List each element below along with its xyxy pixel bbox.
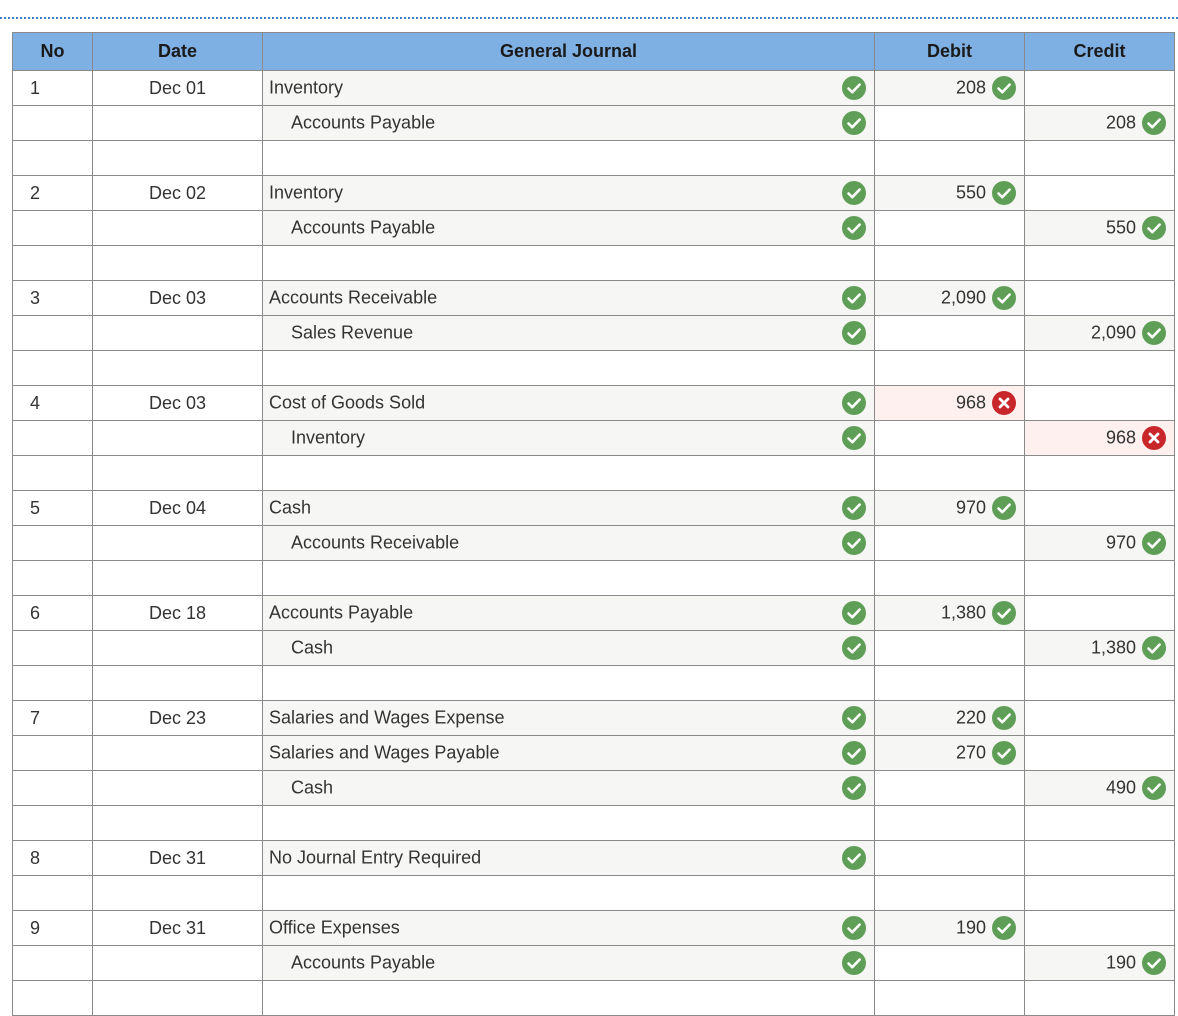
debit-field[interactable] — [875, 981, 1025, 1016]
table-row — [13, 806, 1175, 841]
entry-date — [93, 141, 263, 176]
entry-date — [93, 561, 263, 596]
entry-date — [93, 981, 263, 1016]
account-field[interactable] — [263, 71, 875, 106]
entry-date-text: Dec 31 — [148, 847, 207, 868]
credit-field[interactable] — [1025, 736, 1175, 771]
entry-date-text: Dec 03 — [148, 392, 207, 413]
credit-field[interactable] — [1025, 106, 1175, 141]
general-journal-table — [12, 32, 1175, 1016]
correct-check-icon — [992, 496, 1016, 520]
entry-date — [93, 456, 263, 491]
header-date: Date — [93, 33, 263, 71]
account-field[interactable] — [263, 421, 875, 456]
entry-number — [13, 736, 93, 771]
correct-check-icon — [992, 181, 1016, 205]
entry-date — [93, 281, 263, 316]
table-row — [13, 421, 1175, 456]
correct-check-icon — [1142, 531, 1166, 555]
account-field[interactable] — [263, 316, 875, 351]
credit-amount: 190 — [1105, 952, 1136, 973]
entry-date — [93, 71, 263, 106]
entry-date — [93, 351, 263, 386]
table-row — [13, 841, 1175, 876]
credit-field[interactable] — [1025, 351, 1175, 386]
entry-number — [13, 421, 93, 456]
credit-field[interactable] — [1025, 841, 1175, 876]
correct-check-icon — [842, 321, 866, 345]
debit-field[interactable] — [875, 771, 1025, 806]
account-name: Office Expenses — [269, 917, 400, 938]
entry-number-text: 8 — [30, 847, 41, 868]
debit-field[interactable] — [875, 316, 1025, 351]
entry-date — [93, 316, 263, 351]
entry-date — [93, 106, 263, 141]
correct-check-icon — [842, 496, 866, 520]
debit-amount: 970 — [955, 497, 986, 518]
credit-field[interactable] — [1025, 666, 1175, 701]
entry-number — [13, 841, 93, 876]
account-name: Inventory — [269, 77, 344, 98]
entry-number — [13, 176, 93, 211]
entry-date — [93, 736, 263, 771]
account-field[interactable] — [263, 841, 875, 876]
correct-check-icon — [992, 706, 1016, 730]
header-credit: Credit — [1025, 33, 1175, 71]
account-name: Sales Revenue — [291, 322, 414, 343]
credit-field[interactable] — [1025, 281, 1175, 316]
header-no: No — [13, 33, 93, 71]
entry-number-text: 3 — [30, 287, 41, 308]
debit-field[interactable] — [875, 561, 1025, 596]
entry-date-text: Dec 02 — [148, 182, 207, 203]
table-row — [13, 176, 1175, 211]
correct-check-icon — [842, 426, 866, 450]
account-name: Cash — [291, 637, 334, 658]
entry-number — [13, 911, 93, 946]
entry-number — [13, 246, 93, 281]
entry-number-text: 5 — [30, 497, 41, 518]
account-field[interactable] — [263, 666, 875, 701]
table-row — [13, 981, 1175, 1016]
entry-date — [93, 491, 263, 526]
entry-date — [93, 211, 263, 246]
incorrect-x-icon — [992, 391, 1016, 415]
entry-number — [13, 561, 93, 596]
correct-check-icon — [1142, 636, 1166, 660]
account-name: Accounts Payable — [291, 112, 436, 133]
entry-number — [13, 946, 93, 981]
account-field[interactable] — [263, 596, 875, 631]
account-field[interactable] — [263, 491, 875, 526]
correct-check-icon — [842, 951, 866, 975]
account-field[interactable] — [263, 281, 875, 316]
debit-amount: 270 — [955, 742, 986, 763]
correct-check-icon — [992, 76, 1016, 100]
debit-field[interactable] — [875, 701, 1025, 736]
entry-number-text: 9 — [30, 917, 41, 938]
account-field[interactable] — [263, 141, 875, 176]
account-name: Accounts Payable — [269, 602, 414, 623]
entry-date-text: Dec 03 — [148, 287, 207, 308]
credit-field[interactable] — [1025, 316, 1175, 351]
table-row — [13, 701, 1175, 736]
table-row — [13, 911, 1175, 946]
debit-field[interactable] — [875, 141, 1025, 176]
account-name: Cash — [269, 497, 312, 518]
table-row — [13, 246, 1175, 281]
credit-field[interactable] — [1025, 71, 1175, 106]
entry-number — [13, 106, 93, 141]
entry-date-text: Dec 18 — [148, 602, 207, 623]
correct-check-icon — [842, 601, 866, 625]
account-field[interactable] — [263, 876, 875, 911]
table-row — [13, 596, 1175, 631]
debit-field[interactable] — [875, 491, 1025, 526]
account-field[interactable] — [263, 526, 875, 561]
entry-number — [13, 701, 93, 736]
credit-field[interactable] — [1025, 386, 1175, 421]
entry-date — [93, 631, 263, 666]
credit-field[interactable] — [1025, 526, 1175, 561]
entry-number — [13, 211, 93, 246]
table-header-row — [13, 33, 1175, 71]
credit-amount: 968 — [1105, 427, 1136, 448]
correct-check-icon — [842, 741, 866, 765]
table-row — [13, 71, 1175, 106]
credit-field[interactable] — [1025, 806, 1175, 841]
table-row — [13, 771, 1175, 806]
debit-field[interactable] — [875, 211, 1025, 246]
credit-field[interactable] — [1025, 771, 1175, 806]
debit-field[interactable] — [875, 246, 1025, 281]
debit-field[interactable] — [875, 526, 1025, 561]
account-name: Inventory — [269, 182, 344, 203]
debit-amount: 190 — [955, 917, 986, 938]
table-row — [13, 141, 1175, 176]
entry-date — [93, 246, 263, 281]
header-debit: Debit — [875, 33, 1025, 71]
entry-number — [13, 981, 93, 1016]
debit-field[interactable] — [875, 421, 1025, 456]
entry-number — [13, 351, 93, 386]
credit-field[interactable] — [1025, 631, 1175, 666]
entry-date — [93, 911, 263, 946]
entry-date — [93, 841, 263, 876]
table-row — [13, 351, 1175, 386]
entry-number — [13, 386, 93, 421]
table-row — [13, 211, 1175, 246]
account-name: Accounts Receivable — [269, 287, 438, 308]
account-name: Salaries and Wages Expense — [269, 707, 505, 728]
account-field[interactable] — [263, 176, 875, 211]
credit-amount: 2,090 — [1090, 322, 1136, 343]
section-divider — [0, 17, 1178, 19]
credit-field[interactable] — [1025, 176, 1175, 211]
credit-field[interactable] — [1025, 491, 1175, 526]
table-row — [13, 561, 1175, 596]
debit-field[interactable] — [875, 71, 1025, 106]
credit-amount: 550 — [1105, 217, 1136, 238]
correct-check-icon — [1142, 321, 1166, 345]
entry-number — [13, 281, 93, 316]
table-row — [13, 106, 1175, 141]
debit-field[interactable] — [875, 351, 1025, 386]
debit-field[interactable] — [875, 281, 1025, 316]
account-name: Accounts Payable — [291, 952, 436, 973]
table-row — [13, 456, 1175, 491]
debit-field[interactable] — [875, 106, 1025, 141]
debit-field[interactable] — [875, 176, 1025, 211]
correct-check-icon — [1142, 776, 1166, 800]
entry-date — [93, 701, 263, 736]
account-name: Cost of Goods Sold — [269, 392, 426, 413]
debit-amount: 220 — [955, 707, 986, 728]
debit-field[interactable] — [875, 806, 1025, 841]
entry-date-text: Dec 23 — [148, 707, 207, 728]
account-field[interactable] — [263, 736, 875, 771]
entry-date — [93, 421, 263, 456]
credit-field[interactable] — [1025, 981, 1175, 1016]
entry-date — [93, 771, 263, 806]
credit-amount: 490 — [1105, 777, 1136, 798]
table-row — [13, 281, 1175, 316]
debit-field[interactable] — [875, 631, 1025, 666]
correct-check-icon — [842, 531, 866, 555]
credit-field[interactable] — [1025, 596, 1175, 631]
table-row — [13, 946, 1175, 981]
table-row — [13, 666, 1175, 701]
account-name: Inventory — [291, 427, 366, 448]
entry-date — [93, 876, 263, 911]
entry-date-text: Dec 01 — [148, 77, 207, 98]
account-field[interactable] — [263, 631, 875, 666]
account-field[interactable] — [263, 981, 875, 1016]
correct-check-icon — [992, 601, 1016, 625]
entry-number-text: 2 — [30, 182, 41, 203]
entry-number-text: 1 — [30, 77, 41, 98]
credit-field[interactable] — [1025, 141, 1175, 176]
credit-amount: 1,380 — [1090, 637, 1136, 658]
account-field[interactable] — [263, 701, 875, 736]
account-name: Cash — [291, 777, 334, 798]
table-row — [13, 491, 1175, 526]
entry-number-text: 4 — [30, 392, 41, 413]
credit-field[interactable] — [1025, 246, 1175, 281]
correct-check-icon — [1142, 216, 1166, 240]
debit-field[interactable] — [875, 911, 1025, 946]
journal-body — [13, 71, 1175, 1016]
entry-number-text: 6 — [30, 602, 41, 623]
correct-check-icon — [1142, 951, 1166, 975]
entry-number — [13, 771, 93, 806]
correct-check-icon — [842, 76, 866, 100]
correct-check-icon — [842, 111, 866, 135]
correct-check-icon — [842, 916, 866, 940]
account-field[interactable] — [263, 456, 875, 491]
account-field[interactable] — [263, 106, 875, 141]
correct-check-icon — [842, 846, 866, 870]
debit-field[interactable] — [875, 386, 1025, 421]
account-field[interactable] — [263, 911, 875, 946]
table-row — [13, 526, 1175, 561]
credit-field[interactable] — [1025, 946, 1175, 981]
entry-number — [13, 141, 93, 176]
credit-amount: 970 — [1105, 532, 1136, 553]
entry-number-text: 7 — [30, 707, 41, 728]
correct-check-icon — [992, 916, 1016, 940]
credit-field[interactable] — [1025, 421, 1175, 456]
credit-field[interactable] — [1025, 911, 1175, 946]
incorrect-x-icon — [1142, 426, 1166, 450]
entry-number — [13, 631, 93, 666]
debit-field[interactable] — [875, 666, 1025, 701]
entry-date — [93, 946, 263, 981]
account-name: Accounts Payable — [291, 217, 436, 238]
entry-date — [93, 806, 263, 841]
debit-field[interactable] — [875, 596, 1025, 631]
correct-check-icon — [992, 286, 1016, 310]
entry-number — [13, 666, 93, 701]
credit-field[interactable] — [1025, 211, 1175, 246]
debit-amount: 208 — [955, 77, 986, 98]
account-field[interactable] — [263, 211, 875, 246]
account-field[interactable] — [263, 806, 875, 841]
entry-date — [93, 666, 263, 701]
credit-amount: 208 — [1105, 112, 1136, 133]
account-name: No Journal Entry Required — [269, 847, 482, 868]
account-field[interactable] — [263, 351, 875, 386]
correct-check-icon — [842, 181, 866, 205]
debit-field[interactable] — [875, 456, 1025, 491]
table-row — [13, 386, 1175, 421]
correct-check-icon — [842, 216, 866, 240]
correct-check-icon — [842, 706, 866, 730]
table-row — [13, 736, 1175, 771]
debit-field[interactable] — [875, 841, 1025, 876]
entry-number — [13, 806, 93, 841]
table-row — [13, 876, 1175, 911]
entry-number — [13, 596, 93, 631]
correct-check-icon — [842, 391, 866, 415]
account-field[interactable] — [263, 561, 875, 596]
account-name: Accounts Receivable — [291, 532, 460, 553]
correct-check-icon — [842, 776, 866, 800]
debit-field[interactable] — [875, 876, 1025, 911]
correct-check-icon — [842, 286, 866, 310]
account-name: Salaries and Wages Payable — [269, 742, 500, 763]
debit-amount: 1,380 — [940, 602, 986, 623]
entry-date — [93, 386, 263, 421]
credit-field[interactable] — [1025, 876, 1175, 911]
entry-date-text: Dec 31 — [148, 917, 207, 938]
entry-date-text: Dec 04 — [148, 497, 207, 518]
account-field[interactable] — [263, 246, 875, 281]
account-field[interactable] — [263, 771, 875, 806]
correct-check-icon — [842, 636, 866, 660]
debit-amount: 2,090 — [940, 287, 986, 308]
entry-number — [13, 491, 93, 526]
correct-check-icon — [992, 741, 1016, 765]
entry-date — [93, 596, 263, 631]
entry-number — [13, 526, 93, 561]
account-field[interactable] — [263, 946, 875, 981]
debit-amount: 968 — [955, 392, 986, 413]
credit-field[interactable] — [1025, 561, 1175, 596]
credit-field[interactable] — [1025, 456, 1175, 491]
debit-field[interactable] — [875, 736, 1025, 771]
entry-date — [93, 526, 263, 561]
debit-amount: 550 — [955, 182, 986, 203]
credit-field[interactable] — [1025, 701, 1175, 736]
correct-check-icon — [1142, 111, 1166, 135]
table-row — [13, 631, 1175, 666]
entry-date — [93, 176, 263, 211]
account-field[interactable] — [263, 386, 875, 421]
debit-field[interactable] — [875, 946, 1025, 981]
entry-number — [13, 316, 93, 351]
entry-number — [13, 456, 93, 491]
entry-number — [13, 71, 93, 106]
entry-number — [13, 876, 93, 911]
header-general-journal: General Journal — [263, 33, 875, 71]
table-row — [13, 316, 1175, 351]
